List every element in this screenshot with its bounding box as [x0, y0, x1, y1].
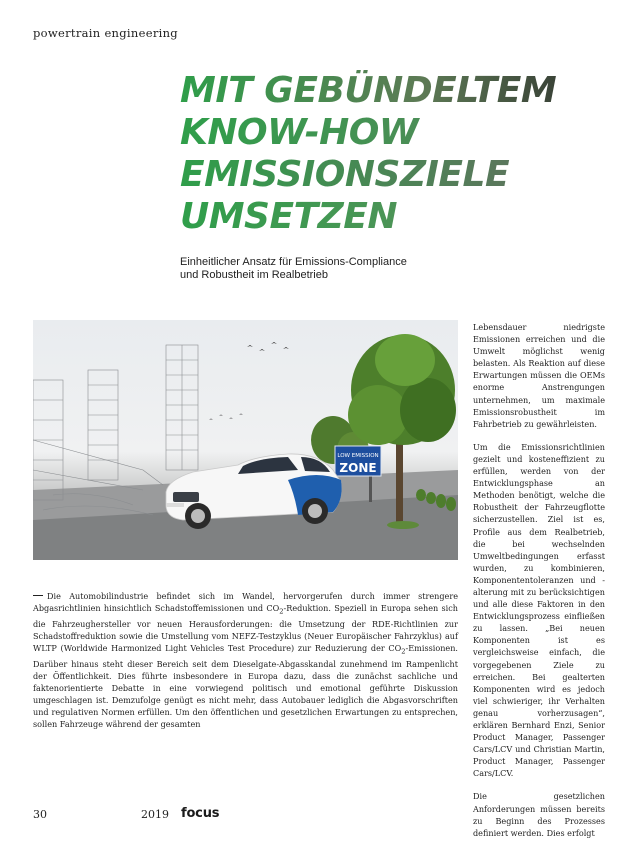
issue-year: 2019: [141, 808, 169, 821]
co2-subscript-2: 2: [401, 647, 406, 656]
right-column: [473, 321, 605, 850]
right-column-paragraph-3: Die gesetzlichen Anforderungen müssen bereits zu Beginn des Prozesses definiert werden. Dies erfolgt: [473, 791, 605, 838]
body-text-part-1: Die Automobilindustrie befindet sich im Wandel, hervorgerufen durch immer strengere Abgasrichtlinien hinsichtlich Schadstoffemissionen und CO: [33, 591, 458, 614]
headline-line-2: KNOW-HOW: [180, 112, 620, 154]
body-text-part-3: -Emissionen. Darüber hinaus steht dieser Bereich seit dem Dieselgate-Abgasskandal zunehmend im Rampenlicht der Öffentlichkeit. Dies führte insbesondere in Europa dazu, dass die zunächst sachliche und faktenorientierte Debatte in eine vorwiegend politisch und emotional geführte Diskussion umgeschlagen ist. Demzufolge genügt es nicht mehr, dass Autobauer lediglich die Abgasvorschriften und regulativen Normen erfüllen. Um den öffentlichen und gesetzlichen Erwartungen zu entsprechen, sollen Fahrzeuge während der gesamten: [33, 642, 458, 730]
subtitle-line-2: und Robustheit im Realbetrieb: [180, 269, 328, 281]
right-column-paragraph-1: Lebensdauer niedrigste Emissionen erreichen und die Umwelt möglichst wenig belasten. Als Reaktion auf diese Erwartungen müssen die OEMs enorme Anstrengungen unternehmen, um maximale Emissionsrobustheit im Fahrbetrieb zu gewährleisten.: [473, 322, 605, 429]
section-label: powertrain engineering: [33, 26, 178, 40]
hero-illustration: [33, 320, 458, 560]
subtitle: [180, 256, 460, 282]
headline-line-1: MIT GEBÜNDELTEM: [180, 70, 620, 112]
headline-line-3: EMISSIONSZIELE: [180, 154, 620, 196]
svg-text:ZONE: ZONE: [339, 461, 377, 475]
subtitle-line-1: Einheitlicher Ansatz für Emissions-Compliance: [180, 256, 407, 268]
page-number: 30: [33, 808, 47, 821]
svg-text:LOW EMISSION: LOW EMISSION: [337, 453, 379, 459]
birds: [209, 342, 289, 420]
headline-line-4: UMSETZEN: [180, 196, 620, 238]
headline: [180, 70, 620, 238]
magazine-name: focus: [181, 806, 220, 821]
right-column-paragraph-2: Um die Emissionsrichtlinien gezielt und kosteneffizient zu erfüllen, werden von der Entwicklungsphase an Methoden benötigt, welche die Robustheit der Fahrzeugflotte sicherzustellen. Ziel ist es, Profile aus dem Realbetrieb, die bei wechselnden Umweltbedingungen erfasst wurden, zu kombinieren, Komponententoleranzen und -alterung mit zu berücksichtigen und alle diese Faktoren in den Entwicklungsprozess einfließen zu lassen. „Bei neuen Komponenten ist es vergleichsweise einfach, die vorgegebenen Ziele zu erreichen. Bei gealterten Komponenten wird es jedoch viel schwieriger, ihr Verhalten genau vorherzusagen“, erklären Bernhard Enzi, Senior Product Manager, Passenger Cars/LCV und Christian Martin, Product Manager, Passenger Cars/LCV.: [473, 441, 605, 779]
paragraph-dash: [33, 595, 43, 596]
body-text: [33, 590, 458, 730]
co2-subscript-1: 2: [279, 607, 284, 616]
body-text-part-2: -Reduktion. Speziell in Europa sehen sich die Fahrzeughersteller vor neuen Herausforderungen: die Umsetzung der RDE-Richtlinien zur Schadstoffreduktion sowie die Umstellung vom NEFZ-Testzyklus (Neuer Europäischer Fahrzyklus) auf WLTP (Worldwide Harmonized Light Vehicles Test Procedure) zur Reduzierung der CO: [33, 603, 459, 653]
body-paragraph-1: [33, 590, 458, 730]
hero-image: [33, 320, 458, 560]
